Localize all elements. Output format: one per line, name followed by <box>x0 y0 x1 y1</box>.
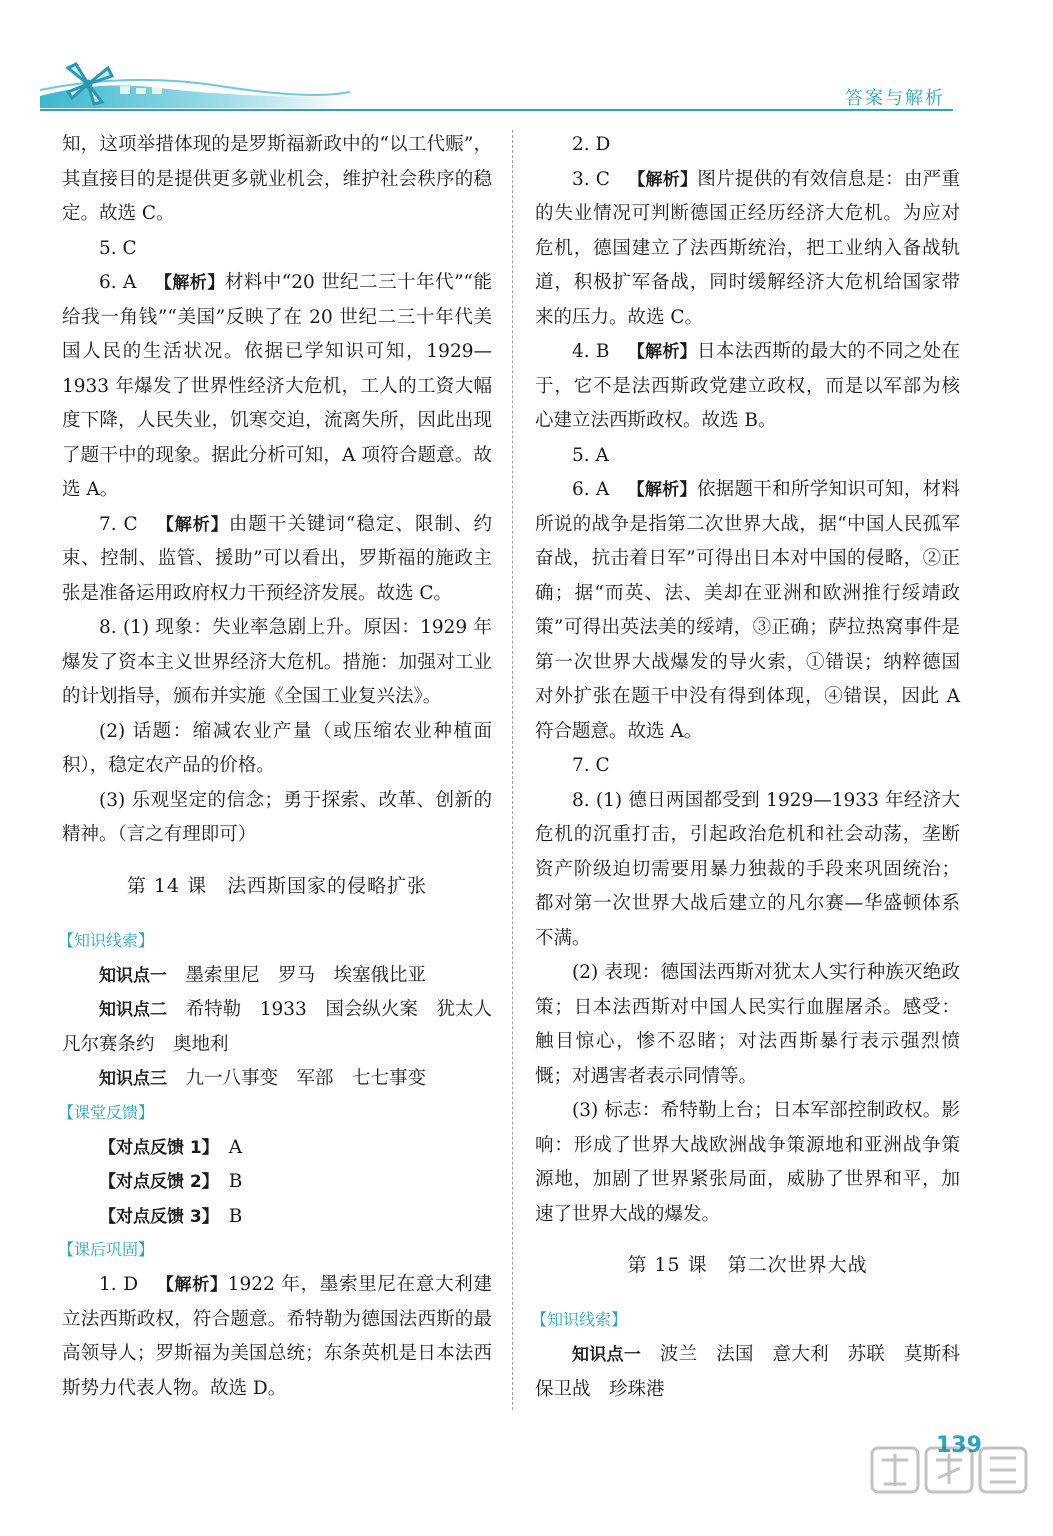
answer-7-number: 7. C <box>99 513 138 535</box>
windmill-logo-icon <box>40 58 350 108</box>
right-column <box>531 128 961 1407</box>
answer-8-part-3: (3) 乐观坚定的信念；勇于探索、改革、创新的精神。（言之有理即可） <box>62 789 492 845</box>
analysis-label: 【解析】 <box>156 1275 228 1295</box>
feedback-answer: B <box>228 1171 243 1192</box>
section-tag-knowledge-clues: 【知识线索】 <box>531 1310 628 1329</box>
feedback-1 <box>62 1131 492 1166</box>
feedback-2 <box>62 1165 492 1200</box>
feedback-label: 【对点反馈 1】 <box>99 1137 211 1158</box>
practice-answer-3-number: 3. C <box>572 168 610 190</box>
practice-answer-3-text: 图片提供的有效信息是：由严重的失业情况可判断德国正经历经济大危机。为应对危机，德国建立了法西斯统治，把工业纳入备战轨道，积极扩军备战，同时缓解经济大危机给国家带来的压力。故选 C。 <box>535 168 961 328</box>
practice-answer-1-number: 1. D <box>99 1274 139 1295</box>
feedback-label: 【对点反馈 2】 <box>99 1172 211 1192</box>
feedback-3 <box>62 1200 492 1235</box>
knowledge-point-label: 知识点二 <box>99 1000 168 1020</box>
analysis-label: 【解析】 <box>627 342 697 362</box>
practice-answer-3 <box>535 163 960 336</box>
answer-8-part-2: (2) 话题：缩减农业产量（或压缩农业种植面积），稳定农产品的价格。 <box>62 720 492 776</box>
column-divider <box>512 130 513 1410</box>
knowledge-point-label: 知识点一 <box>572 1345 642 1365</box>
practice-answer-1-text: 1922 年，墨索里尼在意大利建立法西斯政权，符合题意。希特勒为德国法西斯的最高领导人；罗斯福为美国总统；东条英机是日本法西斯势力代表人物。故选 D。 <box>62 1274 493 1399</box>
watermark-stamp-icon <box>862 1440 1042 1530</box>
answer-7 <box>62 508 492 612</box>
knowledge-point-1 <box>535 1338 960 1407</box>
knowledge-point-label: 知识点一 <box>99 965 167 986</box>
practice-answer-4-number: 4. B <box>572 341 610 362</box>
feedback-answer: B <box>228 1205 243 1227</box>
analysis-label: 【解析】 <box>627 480 697 500</box>
answer-5: 5. C <box>99 237 137 259</box>
practice-answer-6 <box>535 473 960 749</box>
analysis-label: 【解析】 <box>154 273 225 293</box>
header-banner <box>40 58 350 108</box>
practice-answer-8-part-1: 8. (1) 德日两国都受到 1929—1933 年经济大危机的沉重打击，引起政治危机和社会动荡，垄断资产阶级迫切需要用暴力独裁的手段来巩固统治；都对第一次世界大战后建立的凡尔赛—华盛顿体系不满。 <box>535 789 960 949</box>
left-column <box>58 128 511 1406</box>
practice-answer-7: 7. C <box>572 755 610 776</box>
answer-6 <box>62 266 492 508</box>
knowledge-point-text: 墨索里尼 罗马 埃塞俄比亚 <box>185 964 427 986</box>
practice-answer-6-number: 6. A <box>572 479 610 500</box>
knowledge-point-text: 九一八事变 军部 七七事变 <box>185 1068 427 1089</box>
answer-7-text: 由题干关键词“稳定、限制、约束、控制、监管、援助”可以看出，罗斯福的施政主张是准备运用政府权力干预经济发展。故选 C。 <box>62 513 493 604</box>
analysis-label: 【解析】 <box>155 514 229 535</box>
answer-4-continued: 知，这项举措体现的是罗斯福新政中的“以工代赈”，其直接目的是提供更多就业机会，维护社会秩序的稳定。故选 C。 <box>62 134 492 224</box>
knowledge-point-text: 波兰 法国 意大利 苏联 莫斯科保卫战 珍珠港 <box>535 1344 960 1400</box>
practice-answer-4-text: 日本法西斯的最大的不同之处在于，它不是法西斯政党建立政权，而是以军部为核心建立法西斯政权。故选 B。 <box>535 341 960 431</box>
header-rule <box>40 109 953 111</box>
lesson-14-title: 第 14 课 法西斯国家的侵略扩张 <box>126 874 428 897</box>
knowledge-point-3 <box>62 1062 492 1097</box>
section-tag-knowledge-clues: 【知识线索】 <box>58 930 155 950</box>
header-title: 答案与解析 <box>845 88 945 109</box>
practice-answer-6-text: 依据题干和所学知识可知，材料所说的战争是指第二次世界大战，据“中国人民孤军奋战，抗击着日军”可得出日本对中国的侵略，②正确；据“而英、法、美却在亚洲和欧洲推行绥靖政策”可得出英法美的绥靖，③正确；萨拉热窝事件是第一次世界大战爆发的导火索，①错误；纳粹德国对外扩张在题干中没有得到体现，④错误，因此 A 符合题意。故选 A。 <box>535 479 960 742</box>
practice-answer-1 <box>62 1268 492 1406</box>
practice-answer-4 <box>535 335 960 439</box>
practice-answer-5: 5. A <box>572 444 609 466</box>
answer-8-part-1: 8. (1) 现象：失业率急剧上升。原因：1929 年爆发了资本主义世界经济大危机。措施：加强对工业的计划指导，颁布并实施《全国工业复兴法》。 <box>62 617 492 707</box>
knowledge-point-2 <box>62 993 511 1062</box>
answer-6-text: 材料中“20 世纪二三十年代”“能给我一角钱”“美国”反映了在 20 世纪二三十年代美国人民的生活状况。依据已学知识可知，1929—1933 年爆发了世界性经济大危机，工人的工资大幅度下降，人民失业，饥寒交迫，流离失所，因此出现了题干中的现象。据此分析可知，A 项符合题意。故选 A。 <box>62 272 493 500</box>
feedback-label: 【对点反馈 3】 <box>99 1206 211 1227</box>
practice-answer-8-part-3: (3) 标志：希特勒上台；日本军部控制政权。影响：形成了世界大战欧洲战争策源地和亚洲战争策源地，加剧了世界紧张局面，威胁了世界和平，加速了世界大战的爆发。 <box>535 1100 960 1225</box>
feedback-answer: A <box>228 1136 243 1158</box>
analysis-label: 【解析】 <box>627 169 698 190</box>
answer-6-number: 6. A <box>99 272 137 293</box>
knowledge-point-1 <box>62 959 492 994</box>
knowledge-point-label: 知识点三 <box>99 1069 167 1089</box>
section-tag-class-feedback: 【课堂反馈】 <box>58 1102 155 1122</box>
practice-answer-2: 2. D <box>572 134 611 155</box>
lesson-15-title: 第 15 课 第二次世界大战 <box>627 1254 868 1276</box>
knowledge-point-text: 希特勒 1933 国会纵火案 犹太人 凡尔赛条约 奥地利 <box>62 999 511 1055</box>
practice-answer-8-part-2: (2) 表现：德国法西斯对犹太人实行种族灭绝政策；日本法西斯对中国人民实行血腥屠杀。感受：触目惊心，惨不忍睹；对法西斯暴行表示强烈愤慨；对遇害者表示同情等。 <box>535 962 960 1087</box>
page-number: 139 <box>936 1433 982 1458</box>
section-tag-after-class: 【课后巩固】 <box>58 1240 155 1259</box>
